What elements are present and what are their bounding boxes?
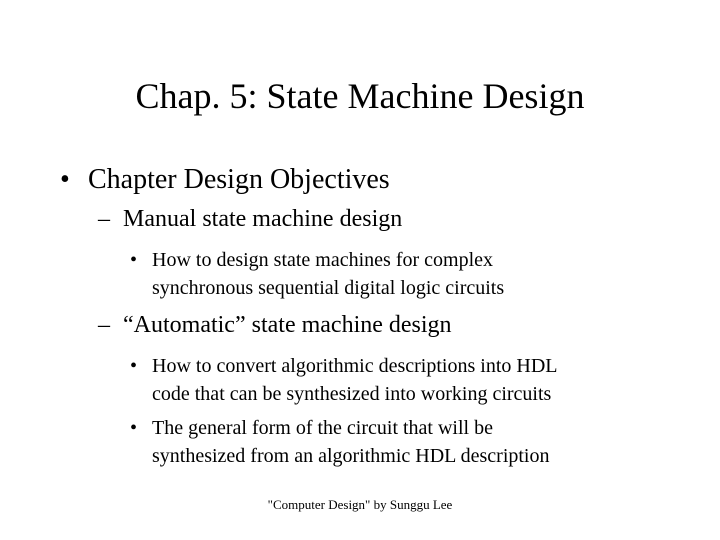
item-automatic-1-line1 [130, 352, 557, 380]
item-manual-1-line1 [130, 246, 493, 274]
item-automatic-2-line2: synthesized from an algorithmic HDL description [152, 445, 550, 467]
bullet-chapter-objectives [60, 162, 390, 198]
bullet-icon: • [60, 164, 70, 195]
item-text: The general form of the circuit that will be [152, 417, 493, 439]
subbullet-text: Manual state machine design [123, 206, 403, 232]
subbullet-text: “Automatic” state machine design [123, 312, 452, 338]
subbullet-manual-design [98, 203, 402, 235]
item-automatic-2-line1 [130, 414, 493, 442]
item-manual-1-line2: synchronous sequential digital logic circuits [152, 277, 505, 299]
bullet-icon: • [130, 417, 138, 439]
dash-icon: – [98, 312, 110, 338]
slide-title: Chap. 5: State Machine Design [135, 76, 585, 116]
bullet-icon: • [130, 355, 138, 377]
subbullet-automatic-design [98, 309, 452, 341]
item-text: How to design state machines for complex [152, 249, 494, 271]
slide-footer: "Computer Design" by Sunggu Lee [267, 497, 453, 512]
bullet-text: Chapter Design Objectives [88, 164, 390, 195]
item-text: How to convert algorithmic descriptions into HDL [152, 355, 558, 377]
dash-icon: – [98, 206, 110, 232]
item-automatic-1-line2: code that can be synthesized into working circuits [152, 383, 552, 405]
bullet-icon: • [130, 249, 138, 271]
